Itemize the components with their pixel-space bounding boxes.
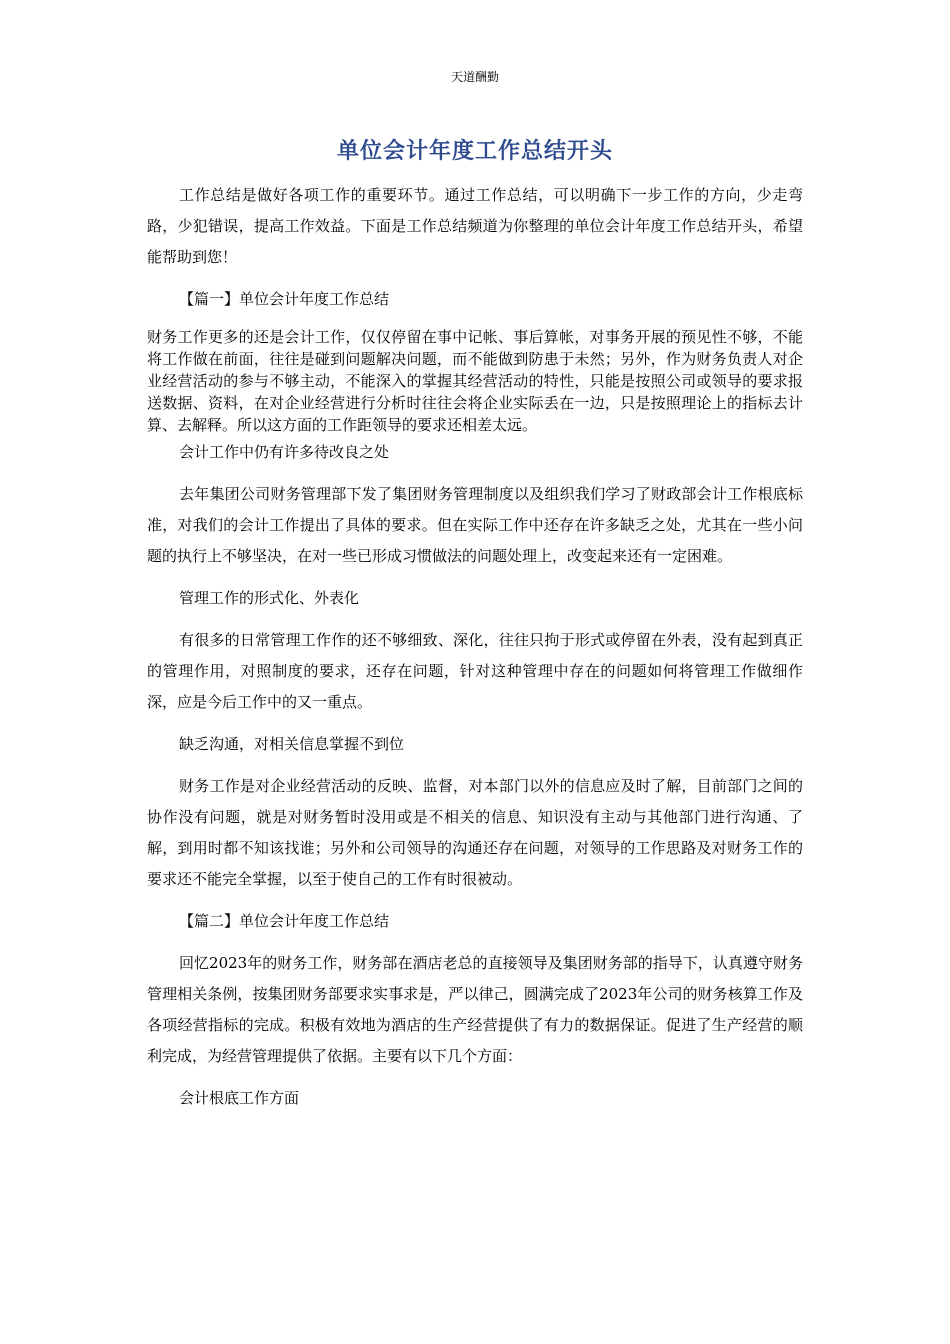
page-header: 天道酬勤 (450, 70, 499, 84)
body-paragraph: 去年集团公司财务管理部下发了集团财务管理制度以及组织我们学习了财政部会计工作根底标准，对我们的会计工作提出了具体的要求。但在实际工作中还存在许多缺乏之处，尤其在一些小问题的执行上不够坚决，在对一些已形成习惯做法的问题处理上，改变起来还有一定困难。 (147, 485, 803, 565)
body-paragraph: 回忆2023年的财务工作，财务部在酒店老总的直接领导及集团财务部的指导下，认真遵守财务管理相关条例，按集团财务部要求实事求是，严以律己，圆满完成了2023年公司的财务核算工作及各项经营指标的完成。积极有效地为酒店的生产经营提供了有力的数据保证。促进了生产经营的顺利完成，为经营管理提供了依据。主要有以下几个方面： (147, 954, 803, 1065)
document-title: 单位会计年度工作总结开头 (336, 138, 613, 164)
intro-paragraph: 工作总结是做好各项工作的重要环节。通过工作总结，可以明确下一步工作的方向，少走弯路，少犯错误，提高工作效益。下面是工作总结频道为你整理的单位会计年度工作总结开头，希望能帮助到您！ (147, 186, 803, 266)
subheading: 会计根底工作方面 (179, 1089, 300, 1107)
body-paragraph: 财务工作是对企业经营活动的反映、监督，对本部门以外的信息应及时了解，目前部门之间的协作没有问题，就是对财务暂时没用或是不相关的信息、知识没有主动与其他部门进行沟通、了解，到用时都不知该找谁；另外和公司领导的沟通还存在问题，对领导的工作思路及对财务工作的要求还不能完全掌握，以至于使自己的工作有时很被动。 (147, 777, 803, 888)
subheading: 管理工作的形式化、外表化 (179, 589, 360, 607)
document-body (147, 180, 803, 1125)
subheading: 会计工作中仍有许多待改良之处 (179, 443, 390, 461)
section-heading-2: 【篇二】单位会计年度工作总结 (179, 912, 390, 930)
section-heading-1: 【篇一】单位会计年度工作总结 (179, 290, 390, 308)
body-paragraph: 有很多的日常管理工作作的还不够细致、深化，往往只拘于形式或停留在外表，没有起到真正的管理作用，对照制度的要求，还存在问题，针对这种管理中存在的问题如何将管理工作做细作深，应是今后工作中的又一重点。 (147, 631, 803, 711)
body-paragraph: 财务工作更多的还是会计工作，仅仅停留在事中记帐、事后算帐，对事务开展的预见性不够，不能将工作做在前面，往往是碰到问题解决问题，而不能做到防患于未然；另外，作为财务负责人对企业经营活动的参与不够主动，不能深入的掌握其经营活动的特性，只能是按照公司或领导的要求报送数据、资料，在对企业经营进行分析时往往会将企业实际丢在一边，只是按照理论上的指标去计算、去解释。所以这方面的工作距领导的要求还相差太远。 (147, 328, 803, 434)
subheading: 缺乏沟通，对相关信息掌握不到位 (179, 735, 405, 753)
